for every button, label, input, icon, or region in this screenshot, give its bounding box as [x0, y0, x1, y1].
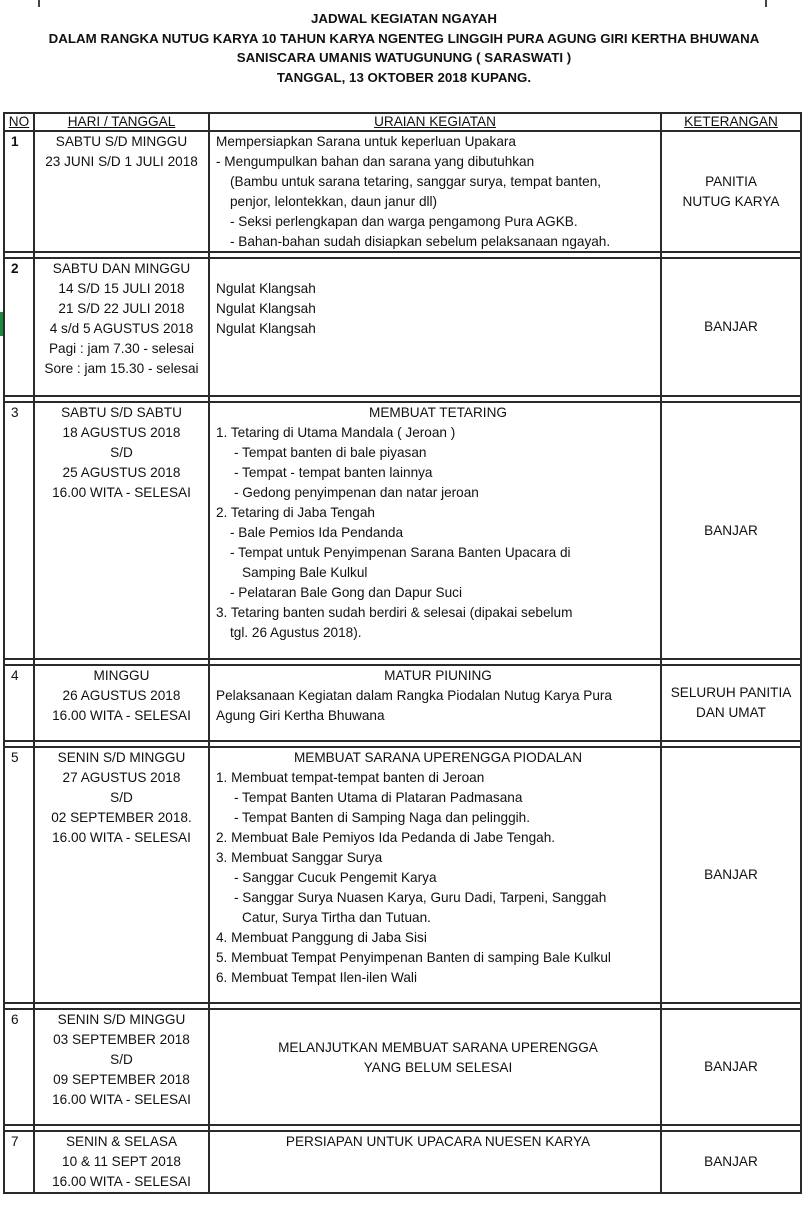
row-description	[209, 402, 661, 659]
row-date	[34, 402, 209, 659]
row-note	[661, 1009, 801, 1125]
row-date	[34, 1009, 209, 1125]
row-number: 4	[4, 665, 34, 741]
date-line: 10 & 11 SEPT 2018	[62, 1154, 181, 1169]
col-header-no: NO	[4, 113, 34, 131]
row-number: 6	[4, 1009, 34, 1125]
table-row	[4, 131, 801, 252]
header-title: JADWAL KEGIATAN NGAYAH	[311, 11, 497, 26]
desc-line: - Tempat - tempat banten lainnya	[234, 465, 433, 480]
date-line: S/D	[110, 790, 133, 805]
desc-line: - Bahan-bahan sudah disiapkan sebelum pelaksanaan ngayah.	[230, 234, 611, 249]
table-row	[4, 402, 801, 659]
desc-line: Pelaksanaan Kegiatan dalam Rangka Piodalan Nutug Karya Pura	[216, 688, 612, 703]
desc-line: MELANJUTKAN MEMBUAT SARANA UPERENGGA	[278, 1040, 598, 1055]
desc-line: Mempersiapkan Sarana untuk keperluan Upakara	[216, 134, 516, 149]
date-line: 14 S/D 15 JULI 2018	[58, 281, 185, 296]
date-line: SABTU S/D MINGGU	[55, 134, 188, 149]
desc-line: - Sanggar Cucuk Pengemit Karya	[234, 870, 437, 885]
row-number: 3	[4, 402, 34, 659]
note-line: BANJAR	[704, 1154, 758, 1169]
date-line: 16.00 WITA - SELESAI	[52, 708, 191, 723]
row-note	[661, 665, 801, 741]
date-line: SENIN S/D MINGGU	[57, 1012, 186, 1027]
note-line: BANJAR	[704, 522, 758, 538]
desc-line: Samping Bale Kulkul	[242, 565, 368, 580]
desc-line: 2. Membuat Bale Pemiyos Ida Pedanda di Jabe Tengah.	[216, 830, 556, 845]
activity-title: MATUR PIUNING	[384, 668, 492, 683]
row-date	[34, 665, 209, 741]
note-line: NUTUG KARYA	[682, 193, 780, 209]
header-event: SANISCARA UMANIS WATUGUNUNG ( SARASWATI )	[236, 50, 572, 65]
desc-line: - Tempat Banten Utama di Plataran Padmasana	[234, 790, 523, 805]
date-line: 4 s/d 5 AGUSTUS 2018	[49, 321, 194, 336]
date-line: 16.00 WITA - SELESAI	[52, 1174, 191, 1189]
desc-line: - Tempat Banten di Samping Naga dan pelinggih.	[234, 810, 530, 825]
schedule-table	[3, 112, 802, 1194]
row-date	[34, 747, 209, 1003]
date-line: 27 AGUSTUS 2018	[62, 770, 181, 785]
date-line: 26 AGUSTUS 2018	[62, 688, 181, 703]
table-row	[4, 1131, 801, 1193]
desc-line: - Gedong penyimpenan dan natar jeroan	[234, 485, 479, 500]
date-line: 09 SEPTEMBER 2018	[53, 1072, 190, 1087]
row-description	[209, 665, 661, 741]
activity-title: PERSIAPAN UNTUK UPACARA NUESEN KARYA	[285, 1134, 591, 1149]
row-note	[661, 131, 801, 252]
date-line: S/D	[110, 445, 133, 460]
date-line: Pagi : jam 7.30 - selesai	[48, 341, 195, 356]
desc-line: - Seksi perlengkapan dan warga pengamong Pura AGKB.	[230, 214, 578, 229]
header-date: TANGGAL, 13 OKTOBER 2018 KUPANG.	[276, 69, 532, 85]
row-description	[209, 1009, 661, 1125]
desc-line: - Tempat untuk Penyimpenan Sarana Banten Upacara di	[230, 545, 571, 560]
desc-line: - Bale Pemios Ida Pendanda	[230, 525, 404, 540]
desc-line: Catur, Surya Tirtha dan Tutuan.	[242, 910, 431, 925]
table-row	[4, 1009, 801, 1125]
row-date	[34, 1131, 209, 1193]
date-line: 02 SEPTEMBER 2018.	[51, 810, 192, 825]
table-header-row	[4, 113, 801, 131]
row-note	[661, 258, 801, 396]
desc-line: penjor, lelontekkan, daun janur dll)	[230, 194, 438, 209]
desc-line: 1. Membuat tempat-tempat banten di Jeroan	[216, 770, 485, 785]
row-number: 1	[4, 131, 34, 252]
desc-line: 6. Membuat Tempat Ilen-ilen Wali	[216, 970, 417, 985]
date-line: SENIN S/D MINGGU	[57, 750, 186, 765]
date-line: SABTU S/D SABTU	[61, 405, 182, 420]
desc-line: 3. Membuat Sanggar Surya	[216, 850, 383, 865]
desc-line: Ngulat Klangsah	[216, 281, 316, 296]
date-line: 23 JUNI S/D 1 JULI 2018	[45, 154, 198, 169]
col-header-ket: KETERANGAN	[661, 113, 801, 131]
desc-line: Ngulat Klangsah	[216, 321, 316, 336]
note-line: BANJAR	[704, 867, 758, 882]
date-line: 16.00 WITA - SELESAI	[52, 1092, 191, 1107]
date-line: 21 S/D 22 JULI 2018	[58, 301, 185, 316]
desc-line: - Sanggar Surya Nuasen Karya, Guru Dadi, Tarpeni, Sanggah	[234, 890, 607, 905]
col-header-day: HARI / TANGGAL	[34, 113, 209, 131]
row-description	[209, 258, 661, 396]
desc-line: tgl. 26 Agustus 2018).	[230, 625, 362, 640]
desc-line: 3. Tetaring banten sudah berdiri & selesai (dipakai sebelum	[216, 605, 573, 620]
table-row	[4, 665, 801, 741]
desc-line: - Mengumpulkan bahan dan sarana yang dibutuhkan	[216, 154, 535, 169]
table-row	[4, 747, 801, 1003]
row-number: 5	[4, 747, 34, 1003]
desc-line: - Pelataran Bale Gong dan Dapur Suci	[230, 585, 462, 600]
desc-line: Agung Giri Kertha Bhuwana	[216, 708, 385, 723]
document-header	[0, 9, 808, 87]
date-line: S/D	[110, 1052, 133, 1067]
date-line: SABTU DAN MINGGU	[52, 261, 191, 276]
activity-title: MEMBUAT TETARING	[369, 405, 507, 420]
activity-title: MEMBUAT SARANA UPERENGGA PIODALAN	[293, 750, 583, 765]
header-subtitle: DALAM RANGKA NUTUG KARYA 10 TAHUN KARYA NGENTEG LINGGIH PURA AGUNG GIRI KERTHA BHUWANA	[48, 30, 760, 46]
row-number: 7	[4, 1131, 34, 1193]
desc-line: Ngulat Klangsah	[216, 301, 316, 316]
desc-line: 2. Tetaring di Jaba Tengah	[216, 505, 375, 520]
note-line: BANJAR	[704, 1059, 758, 1074]
top-border	[0, 0, 808, 8]
row-note	[661, 1131, 801, 1193]
desc-line: 1. Tetaring di Utama Mandala ( Jeroan )	[216, 425, 456, 440]
note-line: DAN UMAT	[696, 705, 766, 720]
desc-line: 5. Membuat Tempat Penyimpenan Banten di samping Bale Kulkul	[216, 950, 611, 965]
row-description	[209, 1131, 661, 1193]
date-line: SENIN & SELASA	[65, 1134, 178, 1149]
row-date	[34, 258, 209, 396]
table-row	[4, 258, 801, 396]
date-line: 16.00 WITA - SELESAI	[52, 485, 191, 500]
note-line: BANJAR	[704, 319, 758, 334]
desc-line: YANG BELUM SELESAI	[363, 1060, 513, 1075]
row-description	[209, 747, 661, 1003]
row-description	[209, 131, 661, 252]
note-line: PANITIA	[705, 173, 757, 189]
date-line: 16.00 WITA - SELESAI	[52, 830, 191, 845]
row-note	[661, 402, 801, 659]
row-note	[661, 747, 801, 1003]
desc-line: - Tempat banten di bale piyasan	[234, 445, 427, 460]
date-line: 03 SEPTEMBER 2018	[53, 1032, 190, 1047]
date-line: MINGGU	[93, 668, 150, 683]
date-line: Sore : jam 15.30 - selesai	[44, 361, 199, 376]
col-header-desc: URAIAN KEGIATAN	[209, 113, 661, 131]
date-line: 18 AGUSTUS 2018	[62, 425, 181, 440]
desc-line: (Bambu untuk sarana tetaring, sanggar surya, tempat banten,	[230, 174, 602, 189]
row-date	[34, 131, 209, 252]
date-line: 25 AGUSTUS 2018	[62, 465, 181, 480]
row-number: 2	[4, 258, 34, 396]
note-line: SELURUH PANITIA	[670, 685, 792, 700]
desc-line: 4. Membuat Panggung di Jaba Sisi	[216, 930, 427, 945]
